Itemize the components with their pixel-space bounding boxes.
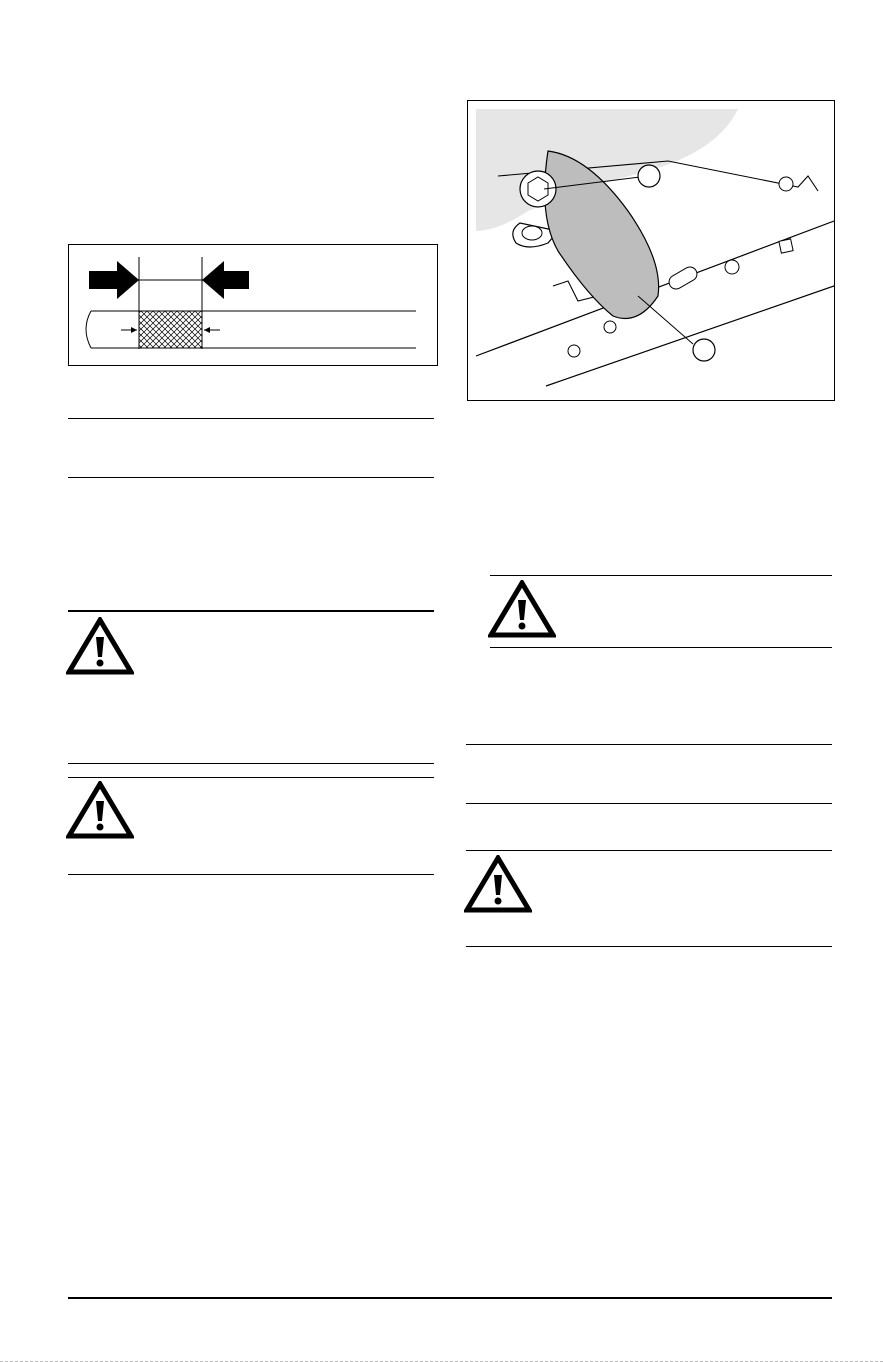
- warning-triangle-icon: [66, 617, 134, 680]
- hole: [604, 321, 616, 333]
- warning-bottom-rule: [68, 763, 434, 764]
- hole: [779, 177, 793, 191]
- warning-bottom-rule: [490, 647, 832, 648]
- arrow-left-icon: [202, 261, 249, 299]
- small-arrow-left-icon: [204, 327, 210, 333]
- divider: [68, 477, 434, 478]
- square-hole: [779, 239, 793, 253]
- divider: [466, 803, 832, 804]
- slot-hole: [667, 264, 700, 291]
- warning-triangle-icon: [464, 855, 532, 918]
- hole: [725, 260, 739, 274]
- guard-bracket-svg: [468, 101, 834, 400]
- hole: [568, 345, 580, 357]
- arrow-right-icon: [89, 261, 139, 299]
- hatched-zone: [139, 311, 202, 348]
- small-arrow-right-icon: [131, 327, 137, 333]
- warning-top-rule: [68, 610, 434, 612]
- warning-top-rule: [490, 575, 832, 576]
- weld-zone-figure: [68, 244, 438, 366]
- bar-end: [86, 311, 91, 348]
- guard-bracket-figure: [467, 100, 835, 401]
- weld-zone-svg: [69, 245, 437, 365]
- divider: [466, 744, 832, 745]
- warning-bottom-rule: [466, 946, 832, 947]
- footer-rule: [68, 1297, 832, 1299]
- warning-top-rule: [466, 850, 832, 851]
- callout-1: [638, 165, 660, 187]
- warning-bottom-rule: [68, 874, 434, 875]
- divider: [68, 418, 434, 419]
- warning-triangle-icon: [66, 781, 134, 844]
- callout-2: [693, 339, 715, 361]
- plate-edge-bottom: [546, 286, 834, 386]
- callout-leader-2: [638, 296, 693, 344]
- warning-triangle-icon: [488, 580, 556, 643]
- lug-hole: [522, 226, 542, 240]
- warning-top-rule: [68, 777, 434, 778]
